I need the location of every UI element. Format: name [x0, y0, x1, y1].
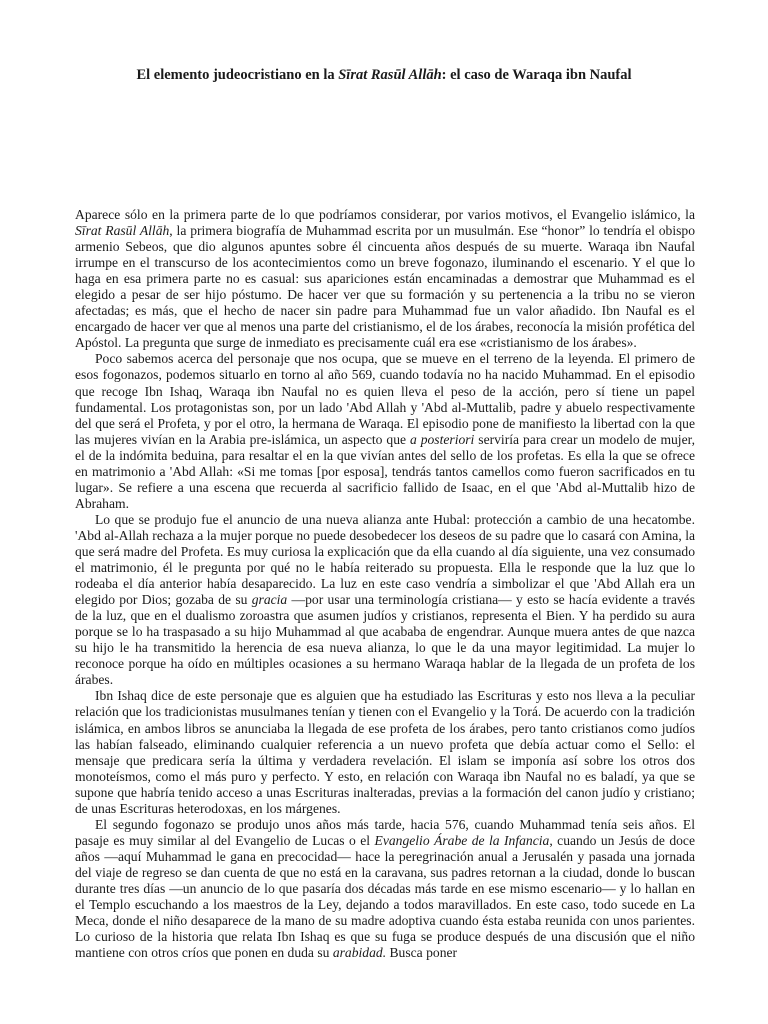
- paragraph-2-segment-3: serviría para crear un modelo de mujer, el de la indómita beduina, para resaltar el en la que vivían antes del sello de los profetas. Es ella la que se ofrece en matrimonio a 'Abd Allah: «Si me tomas [por esposa], tendrás tantos camellos como fueron sacrificados en tu lugar». Se refiere a una escena que recuerda al sacrificio fallido de Isaac, en el que 'Abd al-Muttalib hizo de Abraham.: [75, 431, 696, 511]
- paragraph-3: [75, 512, 695, 689]
- paragraph-5-segment-2: Evangelio Árabe de la Infancia: [374, 832, 550, 848]
- paragraph-1: [75, 207, 695, 351]
- paragraph-3-segment-1: Lo que se produjo fue el anuncio de una nueva alianza ante Hubal: protección a cambio de una hecatombe. 'Abd al-Allah rechaza a la mujer porque no puede desobedecer los deseos de su padre que lo casará con Amina, la que será madre del Profeta. Es muy curiosa la explicación que da ella cuando al día siguiente, una vez consumado el matrimonio, él le pregunta por qué no le había reiterado su propuesta. Ella le responde que la luz que lo rodeaba el día anterior había desaparecido. La luz en este caso vendría a simbolizar el que 'Abd Allah era un elegido por Dios; gozaba de su: [75, 511, 695, 608]
- paragraph-4-segment-1: Ibn Ishaq dice de este personaje que es alguien que ha estudiado las Escrituras y esto nos lleva a la peculiar relación que los tradicionistas musulmanes tenían y tienen con el Evangelio y la Torá. De acuerdo con la tradición islámica, en ambos libros se anunciaba la llegada de ese profeta de los árabes, pero tanto cristianos como judíos las habían falseado, eliminando cualquier referencia a un nuevo profeta que debía actuar como el Sello: el mensaje que predicara sería la última y verdadera revelación. El islam se imponía así sobre los otros dos monoteísmos, como el más puro y perfecto. Y esto, en relación con Waraqa ibn Naufal no es baladí, ya que se supone que habría tenido acceso a unas Escrituras inalteradas, previas a la formación del canon judío y cristiano; de unas Escrituras heterodoxas, en los márgenes.: [75, 688, 695, 816]
- document-body: [75, 207, 695, 961]
- paragraph-4: [75, 688, 695, 816]
- paragraph-2-segment-1: Poco sabemos acerca del personaje que nos ocupa, que se mueve en el terreno de la leyenda. El primero de esos fogonazos, podemos situarlo en torno al año 569, cuando todavía no ha nacido Muhammad. En el episodio que recoge Ibn Ishaq, Waraqa ibn Naufal no es quien lleva el peso de la acción, pero sí tiene un papel fundamental. Los protagonistas son, por un lado 'Abd Allah y 'Abd al-Muttalib, padre y abuelo respectivamente del que será el Profeta, y por el otro, la hermana de Waraqa. El episodio pone de manifiesto la libertad con la que las mujeres vivían en la Arabia pre-islámica, un aspecto que: [75, 351, 695, 447]
- paragraph-1-segment-3: , la primera biografía de Muhammad escrita por un musulmán. Ese “honor” lo tendría el obispo armenio Sebeos, que dio algunos apuntes sobre él cincuenta años después de su muerte. Waraqa ibn Naufal irrumpe en el transcurso de los acontecimientos como un breve fogonazo, iluminando el escenario. Y el que lo haga en esa primera parte no es casual: sus apariciones están encaminadas a demostrar que Muhammad es el elegido a pesar de ser hijo póstumo. De hacer ver que su formación y su pertenencia a la tribu no se vieron afectadas; es más, que el hecho de nacer sin padre para Muhammad fue un valor añadido. Ibn Naufal es el encargado de hacer ver que al menos una parte del cristianismo, el de los árabes, reconocía la misión profética del Apóstol. La pregunta que surge de inmediato es precisamente cuál era ese «cristianismo de los árabes».: [75, 223, 695, 351]
- page-title: [0, 66, 768, 84]
- title-part-1: El elemento judeocristiano en la: [136, 67, 339, 83]
- paragraph-2-segment-2: a posteriori: [409, 431, 475, 447]
- paragraph-1-segment-2: Sīrat Rasūl Allāh: [75, 223, 170, 239]
- title-part-2-italic: Sīrat Rasūl Allāh: [338, 67, 442, 83]
- paragraph-5-segment-1: El segundo fogonazo se produjo unos años más tarde, hacia 576, cuando Muhammad tenía seis años. El pasaje es muy similar al del Evangelio de Lucas o el: [75, 816, 695, 848]
- paragraph-5: [75, 817, 695, 961]
- paragraph-1-segment-1: Aparece sólo en la primera parte de lo que podríamos considerar, por varios motivos, el Evangelio islámico, la: [75, 207, 695, 222]
- paragraph-3-segment-2: gracia: [251, 592, 288, 608]
- paragraph-3-segment-3: —por usar una terminología cristiana— y esto se hacía evidente a través de la luz, que en el dualismo zoroastra que asumen judíos y cristianos, representa el Bien. Y ha perdido su aura porque se lo ha traspasado a su hijo Muhammad al que acababa de engendrar. Aunque muera antes de que nazca su hijo le ha transmitido la herencia de esa nueva alianza, lo que le da una mayor legitimidad. La mujer lo reconoce porque ha oído en múltiples ocasiones a su hermano Waraqa hablar de la llegada de un profeta de los árabes.: [75, 592, 696, 688]
- paragraph-5-segment-4: arabidad.: [332, 945, 387, 961]
- paragraph-2: [75, 351, 695, 511]
- paragraph-5-segment-5: Busca poner: [386, 945, 458, 961]
- paragraph-5-segment-3: , cuando un Jesús de doce años —aquí Muhammad le gana en precocidad— hace la peregrinación anual a Jerusalén y pasada una jornada del viaje de regreso se dan cuenta de que no está en la caravana, sus padres retornan a la ciudad, donde lo buscan durante tres días —un anuncio de lo que pasaría dos décadas más tarde en ese mismo escenario— y lo hallan en el Templo escuchando a los maestros de la Ley, dejando a todos maravillados. En este caso, todo sucede en La Meca, donde el niño desaparece de la mano de su madre adoptiva cuando ésta estaba reunida con unos parientes. Lo curioso de la historia que relata Ibn Ishaq es que su fuga se produce después de una discusión que el niño mantiene con otros críos que ponen en duda su: [75, 832, 695, 961]
- title-part-3: : el caso de Waraqa ibn Naufal: [441, 67, 632, 83]
